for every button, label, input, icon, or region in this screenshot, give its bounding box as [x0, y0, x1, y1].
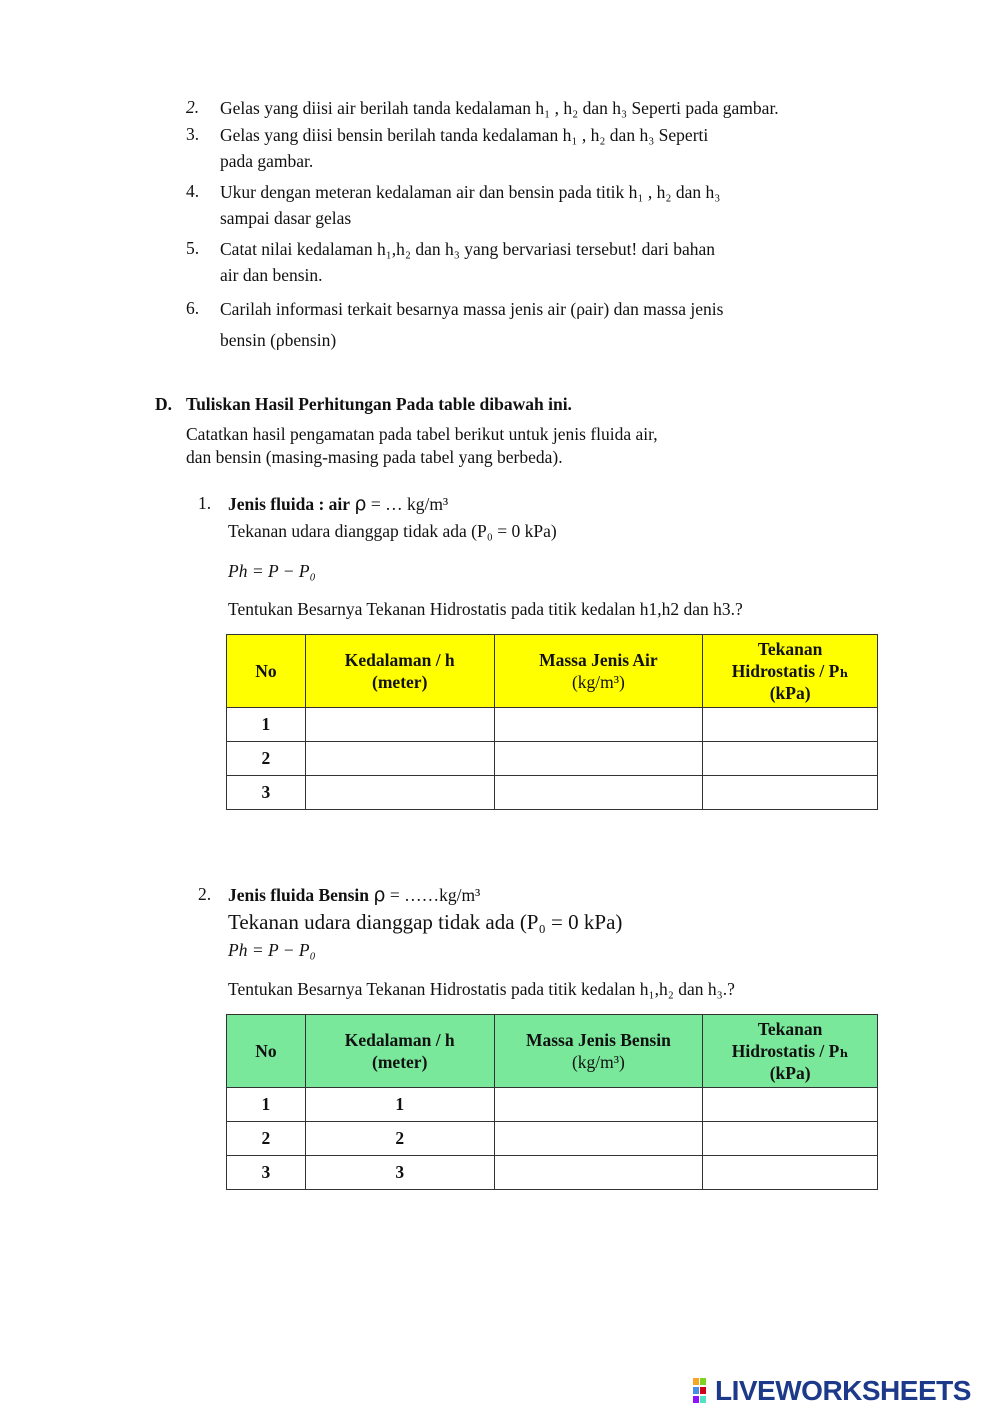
step-4-number: 4.: [186, 181, 200, 201]
fluid2-header-depth-line2: (meter): [372, 1052, 428, 1072]
fluid2-row1-depth: 1: [305, 1088, 494, 1122]
fluid2-header-depth: [305, 1015, 494, 1088]
fluid1-title: Jenis fluida : air: [228, 494, 351, 514]
fluid2-row1-density-input[interactable]: [494, 1088, 703, 1122]
fluid2-header-pressure-line3: (kPa): [769, 1063, 811, 1083]
fluid1-header-pressure: [703, 635, 878, 708]
fluid2-row3-no: 3: [227, 1156, 306, 1190]
fluid1-heading: [228, 493, 448, 515]
step-3-text-line1: Gelas yang diisi bensin berilah tanda kedalaman h₁ , h₂ dan h₃ Seperti: [220, 125, 709, 145]
fluid1-row2-density-input[interactable]: [494, 742, 703, 776]
fluid2-header-pressure-line1: Tekanan: [757, 1019, 823, 1039]
liveworksheets-logo-icon: [693, 1378, 715, 1404]
liveworksheets-wordmark: LIVEWORKSHEETS: [715, 1375, 971, 1406]
fluid1-rho-symbol: ρ: [354, 493, 367, 515]
fluid2-question: Tentukan Besarnya Tekanan Hidrostatis pada titik kedalan h₁,h₂ dan h₃.?: [228, 979, 735, 999]
fluid1-row3-no: 3: [227, 776, 306, 810]
fluid1-row1-no: 1: [227, 708, 306, 742]
table-row: [227, 742, 878, 776]
fluid2-header-depth-line1: Kedalaman / h: [344, 1030, 455, 1050]
fluid2-rho-value: = ……kg/m³: [389, 885, 481, 905]
step-4-text-line2: sampai dasar gelas: [220, 208, 352, 228]
step-6-number: 6.: [186, 298, 200, 318]
fluid2-header-no: No: [227, 1015, 306, 1088]
table-row: [227, 776, 878, 810]
fluid1-rho-value: = … kg/m³: [370, 494, 449, 514]
section-d-letter: D.: [155, 394, 173, 414]
step-3-text-line2: pada gambar.: [220, 151, 314, 171]
fluid2-header-density-line2: (kg/m³): [571, 1052, 625, 1072]
fluid1-row3-pressure-input[interactable]: [703, 776, 878, 810]
fluid2-row3-density-input[interactable]: [494, 1156, 703, 1190]
fluid2-header-pressure-line2: Hidrostatis / Pₕ: [731, 1041, 849, 1061]
fluid1-header-density-line2: (kg/m³): [571, 672, 625, 692]
step-3-number: 3.: [186, 124, 200, 144]
step-2-text: Gelas yang diisi air berilah tanda kedalaman h₁ , h₂ dan h₃ Seperti pada gambar.: [220, 98, 779, 118]
fluid1-header-no: No: [227, 635, 306, 708]
fluid2-pressure-note: Tekanan udara dianggap tidak ada (P₀ = 0 kPa): [228, 910, 623, 934]
table-row: [227, 1156, 878, 1190]
fluid1-header-density-line1: Massa Jenis Air: [539, 650, 658, 670]
fluid2-row3-pressure-input[interactable]: [703, 1156, 878, 1190]
table-row: [227, 1088, 878, 1122]
step-5-number: 5.: [186, 238, 200, 258]
fluid2-title: Jenis fluida Bensin: [228, 885, 370, 905]
step-6-text-line2: bensin (ρbensin): [220, 330, 337, 350]
section-d-intro-line1: Catatkan hasil pengamatan pada tabel berikut untuk jenis fluida air,: [186, 424, 658, 444]
fluid2-table: [226, 1014, 878, 1190]
fluid2-row2-pressure-input[interactable]: [703, 1122, 878, 1156]
fluid1-table-header-row: [227, 635, 878, 708]
fluid1-header-pressure-line1: Tekanan: [757, 639, 823, 659]
fluid1-header-pressure-line3: (kPa): [769, 683, 811, 703]
fluid2-row2-depth: 2: [305, 1122, 494, 1156]
fluid1-header-density: [494, 635, 703, 708]
fluid1-question: Tentukan Besarnya Tekanan Hidrostatis pada titik kedalan h1,h2 dan h3.?: [228, 599, 743, 619]
table-row: [227, 708, 878, 742]
fluid1-row1-pressure-input[interactable]: [703, 708, 878, 742]
section-d-intro-line2: dan bensin (masing-masing pada tabel yang berbeda).: [186, 447, 563, 467]
step-4-text-line1: Ukur dengan meteran kedalaman air dan bensin pada titik h₁ , h₂ dan h₃: [220, 182, 721, 202]
fluid1-row1-depth-input[interactable]: [305, 708, 494, 742]
fluid2-row2-no: 2: [227, 1122, 306, 1156]
fluid1-pressure-note: Tekanan udara dianggap tidak ada (P₀ = 0 kPa): [228, 521, 557, 541]
fluid1-row3-depth-input[interactable]: [305, 776, 494, 810]
fluid1-table: [226, 634, 878, 810]
fluid2-heading: [228, 884, 480, 906]
fluid2-rho-symbol: ρ: [373, 884, 386, 906]
fluid1-header-depth-line1: Kedalaman / h: [344, 650, 455, 670]
fluid1-row2-no: 2: [227, 742, 306, 776]
fluid1-number: 1.: [198, 493, 212, 513]
step-5-text-line1: Catat nilai kedalaman h₁,h₂ dan h₃ yang bervariasi tersebut! dari bahan: [220, 239, 715, 259]
fluid2-row2-density-input[interactable]: [494, 1122, 703, 1156]
fluid1-header-depth-line2: (meter): [372, 672, 428, 692]
fluid2-row1-pressure-input[interactable]: [703, 1088, 878, 1122]
fluid1-row2-depth-input[interactable]: [305, 742, 494, 776]
section-d-title: Tuliskan Hasil Perhitungan Pada table dibawah ini.: [186, 394, 572, 414]
fluid1-row2-pressure-input[interactable]: [703, 742, 878, 776]
fluid2-table-header-row: [227, 1015, 878, 1088]
fluid2-row1-no: 1: [227, 1088, 306, 1122]
fluid1-header-depth: [305, 635, 494, 708]
fluid2-row3-depth: 3: [305, 1156, 494, 1190]
liveworksheets-brand[interactable]: [693, 1376, 971, 1406]
step-2-number: 2.: [186, 97, 200, 117]
fluid2-header-density-line1: Massa Jenis Bensin: [525, 1030, 671, 1050]
fluid1-formula: Ph = P − P₀: [228, 561, 316, 581]
step-5-text-line2: air dan bensin.: [220, 265, 323, 285]
step-6-text-line1: Carilah informasi terkait besarnya massa jenis air (ρair) dan massa jenis: [220, 299, 724, 319]
fluid2-header-density: [494, 1015, 703, 1088]
fluid2-number: 2.: [198, 884, 212, 904]
fluid1-header-pressure-line2: Hidrostatis / Pₕ: [731, 661, 849, 681]
table-row: [227, 1122, 878, 1156]
fluid2-header-pressure: [703, 1015, 878, 1088]
fluid2-formula: Ph = P − P₀: [228, 940, 316, 960]
fluid1-row1-density-input[interactable]: [494, 708, 703, 742]
fluid1-row3-density-input[interactable]: [494, 776, 703, 810]
